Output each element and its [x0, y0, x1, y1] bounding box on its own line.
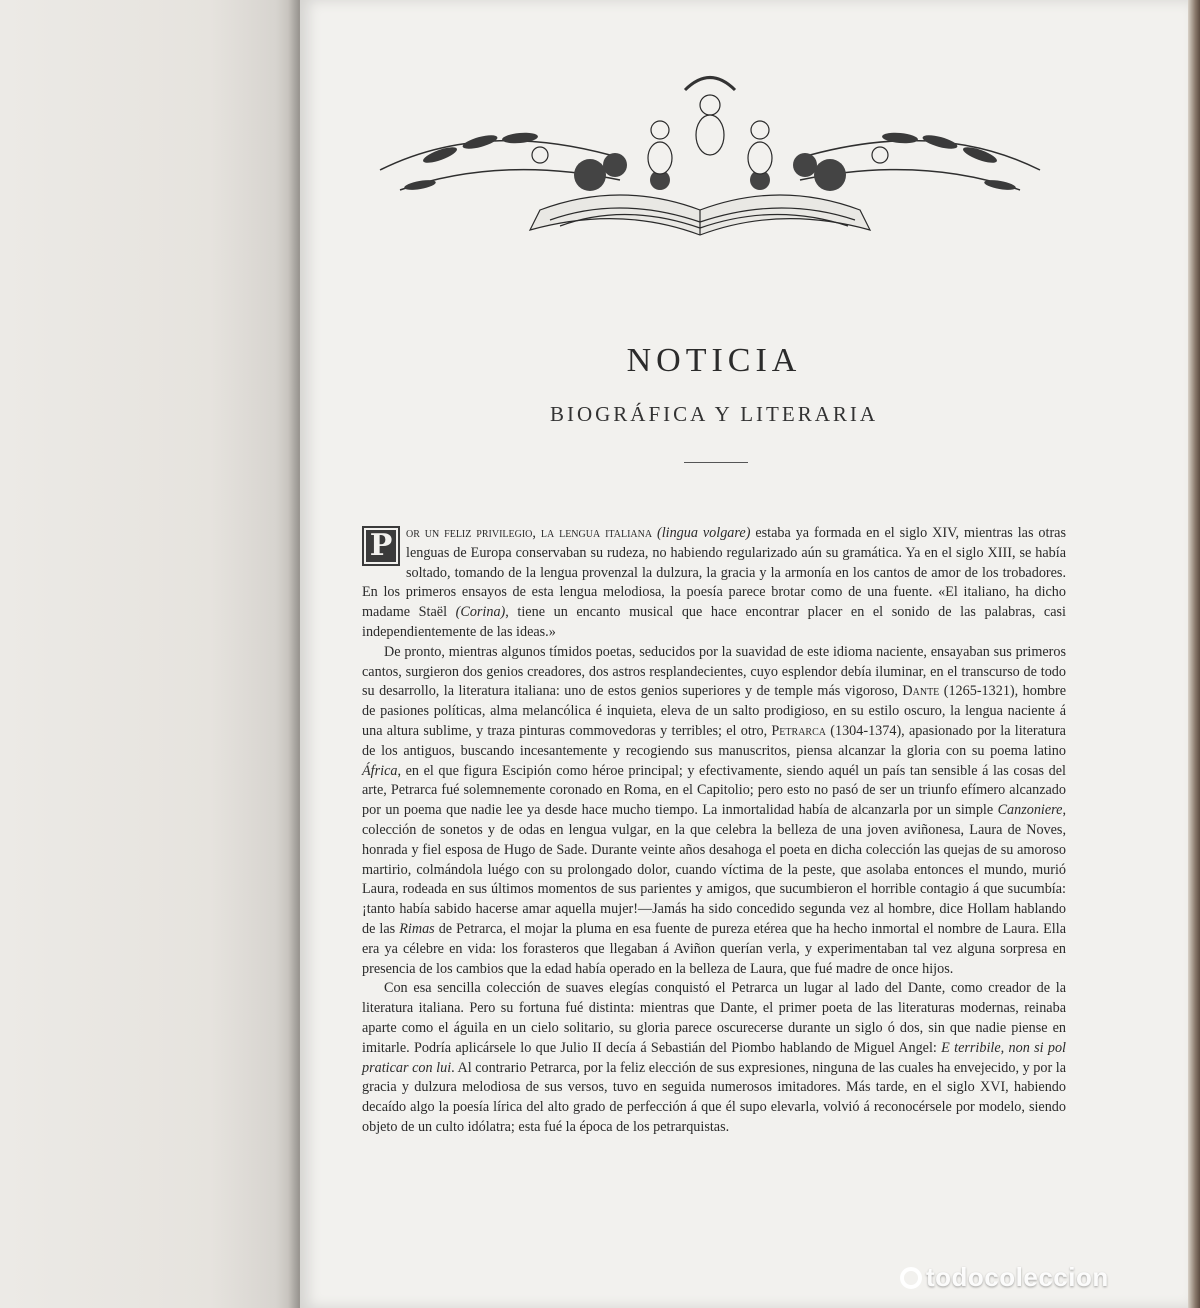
- name-dante: Dante: [902, 683, 940, 700]
- paragraph-3: [362, 979, 1066, 1137]
- work-rimas: Rimas: [399, 920, 435, 937]
- name-petrarca: Petrarca: [771, 722, 826, 739]
- paragraph-3-text-2: . Al contrario Petrarca, por la feliz elección de sus expresiones, ninguna de las cuales ha envejecido, y por la gracia y dulzura melodiosa de sus versos, tuvo en seguida numerosos imitadores. Más tarde, en el siglo XVI, habiendo decaído algo la poesía lírica del alto grado de perfección á que él supo elevarla, volvió á reconocérsele por modelo, siendo objeto de un culto idólatra; esta fué la época de los petrarquistas.: [362, 1059, 1066, 1135]
- paragraph-2-text-5: , colección de sonetos y de odas en lengua vulgar, en la que celebra la belleza de una joven aviñonesa, Laura de Noves, honrada y fiel esposa de Hugo de Sade. Durante veinte años desahoga el poeta en dicha colección las quejas de su amoroso martirio, colmándola luégo con su prolongado dolor, cuando víctima de la peste, que asolaba entonces el mundo, murió Laura, rodeada en sus últimos momentos de sus parientes y amigos, que sucumbieron el horrible contagio á que sucumbía: ¡tanto había sabido hacerse amar aquella mujer!—Jamás ha sido concedido segunda vez al hombre, dice Hollam hablando de las: [362, 802, 1066, 937]
- dropcap: P: [362, 526, 400, 566]
- page-subtitle: BIOGRÁFICA Y LITERARIA: [549, 402, 879, 426]
- todocoleccion-logo-icon: [900, 1267, 922, 1289]
- work-canzoniere: Canzoniere: [997, 802, 1063, 819]
- paragraph-3-text: Con esa sencilla colección de suaves elegías conquistó el Petrarca un lugar al lado del Dante, como creador de la literatura italiana. Pero su fortuna fué distinta: mientras que Dante, el primer poeta de las literaturas modernas, reinaba aparte como el águila en un cielo solitario, su gloria parece oscurecerse durante un siglo ó dos, sin que nadie piense en imitarle. Podría aplicársele lo que Julio II decía á Sebastián del Piombo hablando de Miguel Angel:: [362, 980, 1066, 1056]
- paragraph-1-text-2: , tiene un encanto musical que hace encontrar placer en el sonido de las palabras, casi independientemente de las ideas.»: [362, 604, 1066, 640]
- paragraph-1-lead: or un feliz privilegio, la lengua italiana: [406, 525, 657, 541]
- paragraph-2-text: De pronto, mientras algunos tímidos poetas, seducidos por la suavidad de este idioma naciente, ensayaban sus primeros cantos, surgieron dos genios creadores, dos astros resplandecientes, cuyo esplendor debía iluminar, en el transcurso de todo su desarrollo, la literatura italiana: uno de estos genios superiores y de temple más vigoroso,: [362, 643, 1066, 700]
- quote-italic: E terribile, non si pol praticar con lui: [362, 1039, 1066, 1076]
- paragraph-2: [362, 643, 1066, 980]
- left-page-edge: [0, 0, 300, 1308]
- body-text: [362, 524, 1066, 1138]
- paragraph-2-text-4: , en el que figura Escipión como héroe principal; y efectivamente, siendo aquél un país tan sensible á las cosas del arte, Petrarca fué solemnemente coronado en Roma, en el Capitolio; pero esto no pasó de ser un triunfo efímero alcanzado por un poema que nadie lee ya desde hace mucho tiempo. La inmortalidad había de alcanzarla por un simple: [362, 762, 1066, 819]
- paragraph-2-text-6: de Petrarca, el mojar la pluma en esa fuente de pureza etérea que ha hecho inmortal el nombre de Laura. Ella era ya célebre en vida: los forasteros que llegaban á Aviñon querían verla, y experimentaban tal vez alguna sorpresa en presencia de los cambios que la edad había operado en la belleza de Laura, que fué madre de once hijos.: [362, 920, 1066, 977]
- paragraph-2-text-3: (1304-1374), apasionado por la literatura de los antiguos, buscando incesantemente y recogiendo sus manuscritos, piensa alcanzar la gloria con su poema latino: [362, 722, 1066, 759]
- page-title: NOTICIA: [626, 342, 802, 379]
- paragraph-1: [362, 524, 1066, 643]
- watermark: [900, 1262, 1190, 1293]
- paragraph-2-text-2: (1265-1321), hombre de pasiones políticas, alma melancólica é inquieta, eleva de un salto prodigioso, en su estilo oscuro, la lengua naciente á una altura sublime, y traza pinturas commovedoras y terribles; el otro,: [362, 683, 1066, 739]
- title-divider: [684, 462, 748, 463]
- work-africa: África: [362, 762, 398, 779]
- watermark-text: todocoleccion: [926, 1262, 1109, 1292]
- engraved-book-vignette: [360, 60, 1060, 250]
- page-edge: [1188, 0, 1200, 1308]
- paragraph-1-italic: (lingua volgare): [656, 525, 751, 541]
- paragraph-1-italic-2: (Corina): [455, 604, 506, 621]
- paragraph-1-text: estaba ya formada en el siglo XIV, mientras las otras lenguas de Europa conservaban su rudeza, no habiendo regularizado aún su gramática. Ya en el siglo XIII, se había soltado, tomando de la lengua provenzal la dulzura, la gracia y la armonía en los cantos de amor de los trobadores. En los primeros ensayos de esta lengua melodiosa, la poesía parece brotar como de una fuente. «El italiano, ha dicho madame Staël: [362, 525, 1066, 621]
